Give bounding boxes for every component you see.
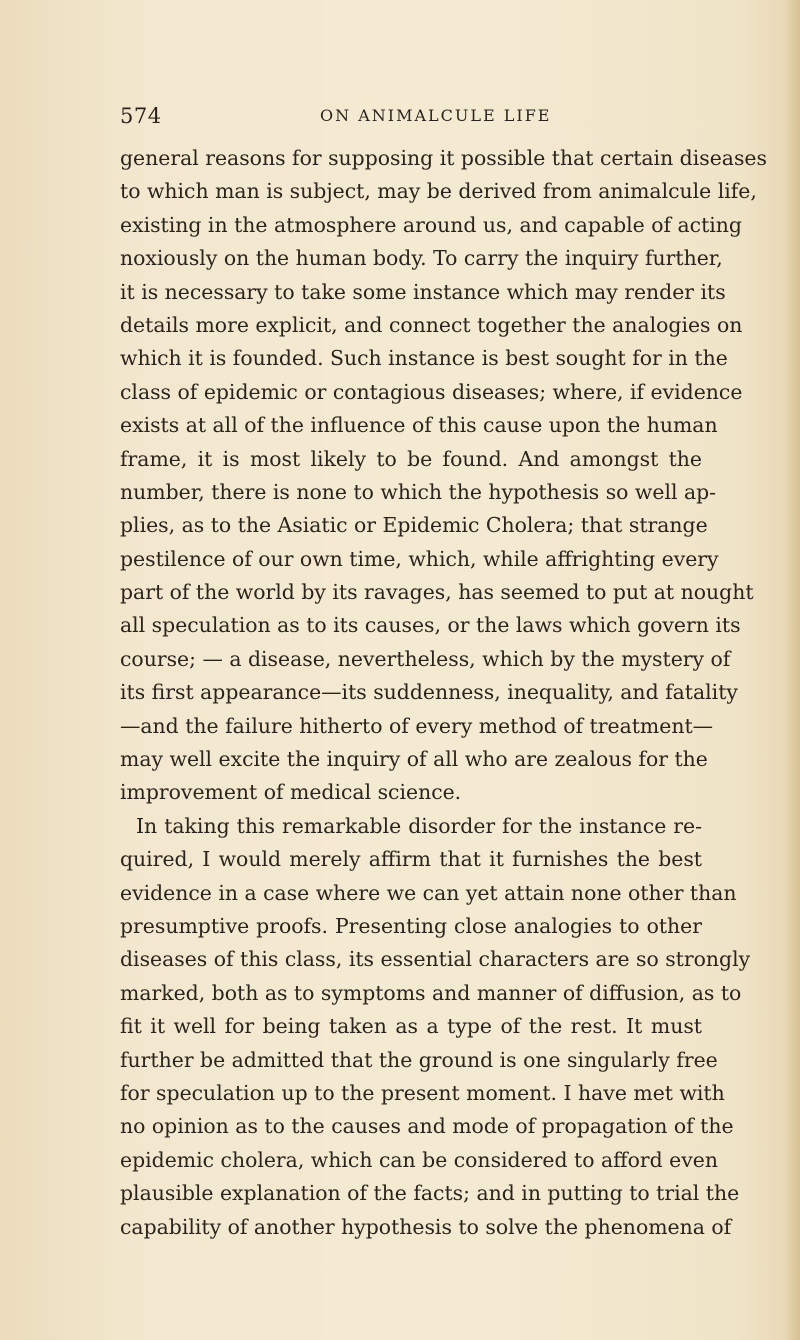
text-line: frame, it is most likely to be found. And amongst the [120,446,702,471]
text-line: details more explicit, and connect together the analogies on [120,312,743,337]
text-line: pestilence of our own time, which, while affrighting every [120,546,719,571]
text-line: class of epidemic or contagious diseases; where, if evidence [120,379,743,404]
text-line: —and the failure hitherto of every method of treatment— [120,713,714,738]
page-number: 574 [120,104,162,128]
text-line: marked, both as to symptoms and manner of diffusion, as to [120,980,742,1005]
running-title: ON ANIMALCULE LIFE [320,106,552,125]
text-line: it is necessary to take some instance which may render its [120,279,726,304]
body-text [120,142,767,1244]
text-line: plies, as to the Asiatic or Epidemic Cholera; that strange [120,513,708,538]
text-line: plausible explanation of the facts; and in putting to trial the [120,1181,740,1206]
text-line: general reasons for supposing it possible that certain diseases [120,146,767,170]
page-edge-shadow [784,0,800,1340]
text-line: exists at all of the influence of this cause upon the human [120,413,718,438]
text-line: for speculation up to the present moment. I have met with [120,1080,725,1105]
text-line: which it is founded. Such instance is best sought for in the [120,346,728,371]
text-line: noxiously on the human body. To carry the inquiry further, [120,246,723,271]
text-line: its first appearance—its suddenness, inequality, and fatality [120,680,738,705]
text-line-paragraph-end: improvement of medical science. [120,780,462,805]
text-line: epidemic cholera, which can be considered to afford even [120,1147,718,1172]
text-line: part of the world by its ravages, has seemed to put at nought [120,580,754,605]
text-line: to which man is subject, may be derived from animalcule life, [120,179,757,204]
text-line: number, there is none to which the hypothesis so well ap- [120,479,717,504]
text-line: existing in the atmosphere around us, and capable of acting [120,212,742,237]
text-line: all speculation as to its causes, or the laws which govern its [120,613,741,638]
text-line: evidence in a case where we can yet attain none other than [120,880,737,905]
running-head [120,100,700,130]
text-line: fit it well for being taken as a type of the rest. It must [120,1014,702,1039]
text-line: capability of another hypothesis to solve the phenomena of [120,1214,732,1239]
text-line: no opinion as to the causes and mode of propagation of the [120,1114,734,1139]
text-line-paragraph-start: In taking this remarkable disorder for the instance re- [136,813,702,838]
text-line: presumptive proofs. Presenting close analogies to other [120,913,702,938]
text-line: diseases of this class, its essential characters are so strongly [120,947,751,972]
text-line: quired, I would merely affirm that it furnishes the best [120,847,702,872]
text-line: further be admitted that the ground is one singularly free [120,1047,718,1072]
text-line: course; — a disease, nevertheless, which by the mystery of [120,646,731,671]
text-line: may well excite the inquiry of all who are zealous for the [120,747,708,772]
